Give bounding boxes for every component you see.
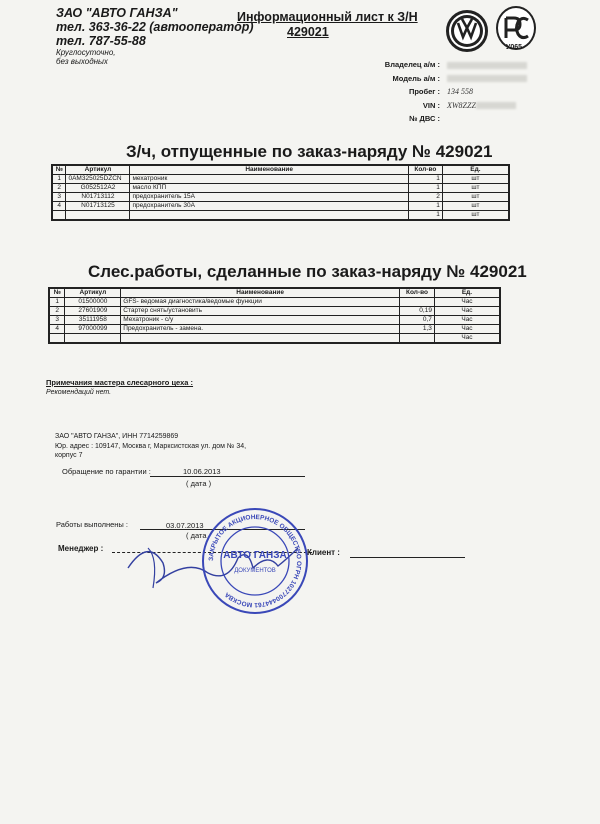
cell-name: Мехатроник - с/у (121, 316, 400, 325)
vehicle-info-labels (300, 58, 440, 126)
cell-qty: 0,7 (400, 316, 435, 325)
company-stamp-icon (200, 506, 310, 616)
work-done-date-caption: ( дата (186, 531, 207, 540)
model-value-redacted (447, 72, 527, 86)
cell-article (65, 334, 121, 344)
cell-number: 4 (49, 325, 65, 334)
company-hours-2: без выходных (56, 57, 108, 66)
cell-unit: Час (434, 325, 500, 334)
certification-code: У065 (506, 44, 523, 51)
cell-unit: Час (434, 298, 500, 307)
vehicle-info-values (447, 58, 527, 126)
cell-unit: шт (442, 175, 509, 184)
client-signature-line (350, 557, 465, 558)
table-row (52, 211, 509, 221)
warranty-date-caption: ( дата ) (186, 479, 212, 488)
cell-unit: Час (434, 316, 500, 325)
cell-name: Стартер снять/установить (121, 307, 400, 316)
cell-name: предохранитель 30А (130, 202, 408, 211)
cell-unit: шт (442, 193, 509, 202)
address-line-3: корпус 7 (55, 452, 83, 459)
engine-number-value (447, 112, 527, 126)
col-header-name: Наименование (130, 165, 408, 175)
cell-qty: 0,19 (400, 307, 435, 316)
owner-value-redacted (447, 58, 527, 72)
table-row (52, 202, 509, 211)
parts-section-title: З/ч, отпущенные по заказ-наряду № 429021 (126, 142, 493, 161)
cell-article: 0AM325025DZCN (66, 175, 130, 184)
cell-unit: шт (442, 202, 509, 211)
notes-title: Примечания мастера слесарного цеха : (46, 378, 194, 387)
cell-unit: Час (434, 334, 500, 344)
cell-name: GFS- ведомая диагностика/ведомые функции (121, 298, 400, 307)
cell-article: 35111958 (65, 316, 121, 325)
col-header-qty: Кол-во (400, 288, 435, 298)
cell-number: 2 (49, 307, 65, 316)
cell-qty: 1 (408, 211, 442, 221)
cell-unit: шт (442, 184, 509, 193)
parts-table (51, 164, 510, 221)
stamp-sub-text: ДОКУМЕНТОВ (234, 568, 276, 574)
address-line-2: Юр. адрес : 109147, Москва г, Марксистская ул. дом № 34, (55, 442, 247, 450)
client-label: Клиент : (307, 548, 340, 557)
info-sheet-title (237, 10, 418, 40)
warranty-date-line (150, 476, 305, 477)
cell-name (130, 211, 408, 221)
vin-value-text: XW8ZZZ (447, 100, 476, 110)
warranty-date: 10.06.2013 (183, 467, 221, 476)
cell-name: мехатроник (130, 175, 408, 184)
table-row (49, 298, 500, 307)
col-header-article: Артикул (66, 165, 130, 175)
cell-qty: 1 (408, 184, 442, 193)
table-row (49, 325, 500, 334)
vin-value (447, 99, 527, 113)
info-sheet-title-line1: Информационный лист к З/Н (237, 10, 418, 24)
cell-number: 1 (52, 175, 66, 184)
col-header-number: № (49, 288, 65, 298)
cell-number: 4 (52, 202, 66, 211)
info-sheet-title-line2: 429021 (287, 25, 329, 39)
cell-article: N01713125 (66, 202, 130, 211)
col-header-unit: Ед. (442, 165, 509, 175)
vw-logo-icon (446, 10, 488, 52)
works-table (48, 287, 501, 344)
company-phone-1: тел. 363-36-22 (автооператор) (56, 20, 254, 34)
col-header-qty: Кол-во (408, 165, 442, 175)
manager-label: Менеджер : (58, 544, 104, 553)
cell-name: Предохранитель - замена. (121, 325, 400, 334)
cell-number: 1 (49, 298, 65, 307)
cell-name: масло КПП (130, 184, 408, 193)
stamp-center-text: АВТО ГАНЗА (223, 550, 287, 561)
cell-unit: Час (434, 307, 500, 316)
table-row (49, 316, 500, 325)
col-header-number: № (52, 165, 66, 175)
warranty-label: Обращение по гарантии : (62, 467, 151, 476)
cell-article: 01500000 (65, 298, 121, 307)
cell-article (66, 211, 130, 221)
cell-article: 97000099 (65, 325, 121, 334)
cell-article: G052512A2 (66, 184, 130, 193)
vin-label: VIN : (422, 100, 440, 110)
cell-name: предохранитель 15А (130, 193, 408, 202)
cell-number: 2 (52, 184, 66, 193)
cell-unit: шт (442, 211, 509, 221)
table-row (52, 193, 509, 202)
table-row (52, 184, 509, 193)
cell-article: 27601909 (65, 307, 121, 316)
col-header-article: Артикул (65, 288, 121, 298)
table-row (52, 175, 509, 184)
parts-table-header (52, 165, 509, 175)
table-row (49, 334, 500, 344)
stamp-ring-text: ЗАКРЫТОЕ АКЦИОНЕРНОЕ ОБЩЕСТВО ОГРН 1027700444761 МОСКВА (207, 513, 303, 609)
cell-qty: 1 (408, 175, 442, 184)
company-header (56, 6, 254, 66)
cell-qty (400, 334, 435, 344)
cell-name (121, 334, 400, 344)
cell-number: 3 (52, 193, 66, 202)
cell-qty: 1 (408, 202, 442, 211)
work-done-label: Работы выполнены : (56, 520, 128, 529)
work-done-date: 03.07.2013 (166, 521, 204, 530)
company-hours-1: Круглосуточно, (56, 48, 116, 57)
cell-qty: 2 (408, 193, 442, 202)
engine-number-label: № ДВС : (409, 114, 440, 123)
works-section-title: Слес.работы, сделанные по заказ-наряду № 429021 (88, 262, 527, 281)
cell-article: N01713112 (66, 193, 130, 202)
model-label: Модель а/м : (392, 73, 440, 83)
company-phone-2: тел. 787-55-88 (56, 34, 146, 48)
address-line-1: ЗАО "АВТО ГАНЗА", ИНН 7714259869 (55, 433, 179, 440)
works-table-header (49, 288, 500, 298)
owner-label: Владелец а/м : (384, 60, 440, 69)
company-address (55, 432, 295, 461)
cell-number (49, 334, 65, 344)
cell-qty: 1,3 (400, 325, 435, 334)
notes-text: Рекомендаций нет. (46, 389, 112, 396)
mileage-label: Пробег : (408, 87, 440, 96)
cell-number (52, 211, 66, 221)
table-row (49, 307, 500, 316)
cell-qty (400, 298, 435, 307)
mileage-value: 134 558 (447, 87, 473, 96)
cell-number: 3 (49, 316, 65, 325)
col-header-unit: Ед. (434, 288, 500, 298)
company-name: ЗАО "АВТО ГАНЗА" (56, 6, 178, 20)
col-header-name: Наименование (121, 288, 400, 298)
